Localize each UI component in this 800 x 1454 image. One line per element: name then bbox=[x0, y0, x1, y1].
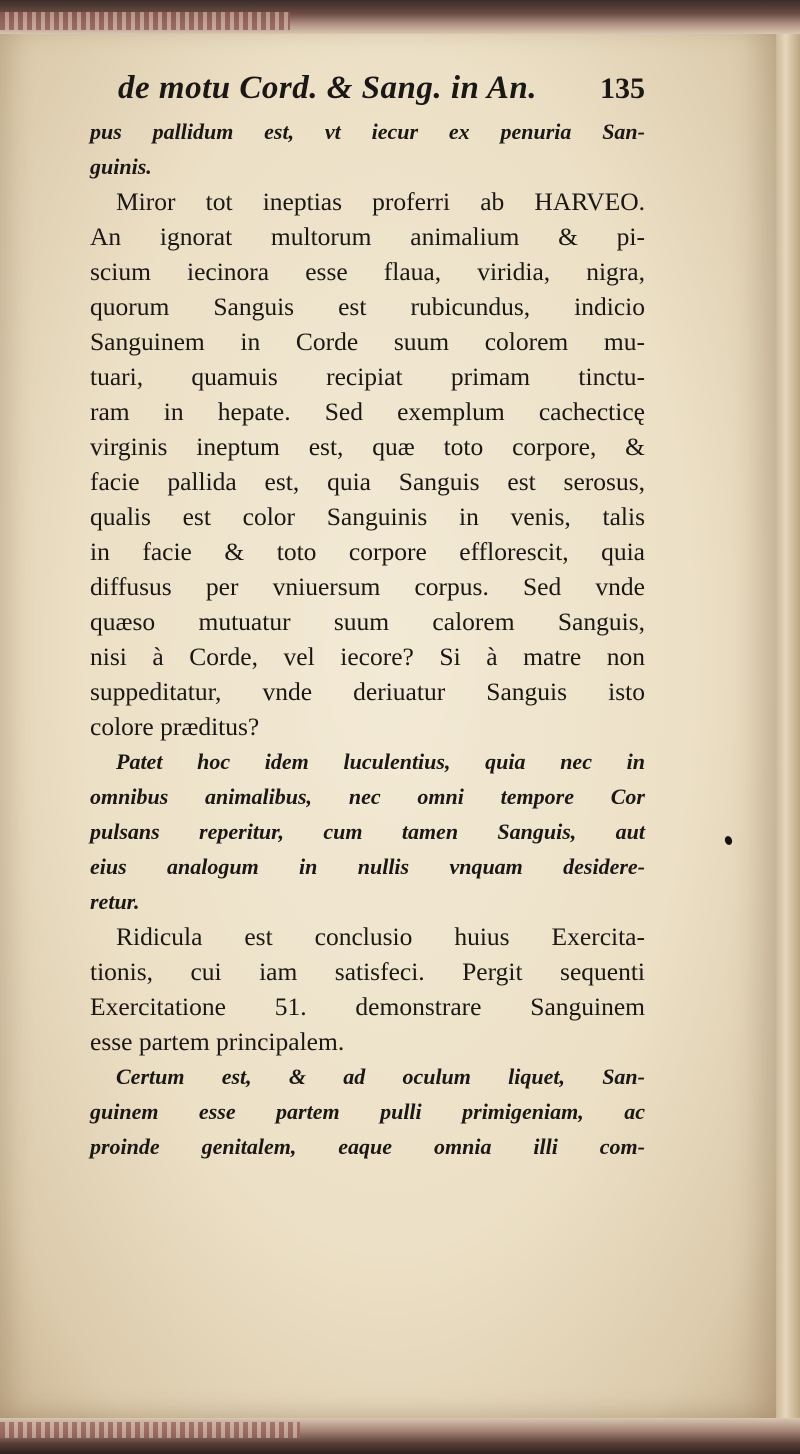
book-top-edge bbox=[0, 0, 800, 34]
text-line-content: Exercitatione 51. demonstrare Sanguinem bbox=[90, 992, 645, 1021]
text-line-content: tionis, cui iam satisfeci. Pergit sequenti bbox=[90, 957, 645, 986]
text-line bbox=[90, 429, 645, 464]
text-line-content: quæso mutuatur suum calorem Sanguis, bbox=[90, 607, 645, 636]
text-line-content: Ridicula est conclusio huius Exercita- bbox=[116, 922, 645, 951]
text-line-content: ram in hepate. Sed exemplum cachecticę bbox=[90, 397, 645, 426]
text-line-content: omnibus animalibus, nec omni tempore Cor bbox=[90, 784, 645, 809]
text-line-content: retur. bbox=[90, 889, 140, 914]
text-line bbox=[90, 814, 645, 849]
text-line bbox=[90, 254, 645, 289]
text-line bbox=[90, 149, 645, 184]
text-line bbox=[90, 849, 645, 884]
text-line-content: diffusus per vniuersum corpus. Sed vnde bbox=[90, 572, 645, 601]
text-line-content: Certum est, & ad oculum liquet, San- bbox=[116, 1064, 645, 1089]
text-line bbox=[90, 744, 645, 779]
text-line bbox=[90, 919, 645, 954]
text-line bbox=[90, 639, 645, 674]
text-line-content: suppeditatur, vnde deriuatur Sanguis isto bbox=[90, 677, 645, 706]
text-line-content: facie pallida est, quia Sanguis est serosus, bbox=[90, 467, 645, 496]
text-line bbox=[90, 1129, 645, 1164]
text-line bbox=[90, 499, 645, 534]
page-text-block bbox=[90, 70, 645, 1164]
text-line bbox=[90, 1059, 645, 1094]
text-line-content: Miror tot ineptias proferri ab HARVEO. bbox=[116, 187, 645, 216]
text-line bbox=[90, 1094, 645, 1129]
text-line-content: colore præditus? bbox=[90, 712, 260, 741]
running-head-title: de motu Cord. & Sang. in An. bbox=[118, 70, 537, 106]
text-line bbox=[90, 114, 645, 149]
text-line bbox=[90, 219, 645, 254]
text-line bbox=[90, 1024, 645, 1059]
text-line bbox=[90, 604, 645, 639]
text-line-content: Sanguinem in Corde suum colorem mu- bbox=[90, 327, 645, 356]
text-line-content: guinis. bbox=[90, 154, 152, 179]
text-line-content: pus pallidum est, vt iecur ex penuria San- bbox=[90, 119, 645, 144]
text-line-content: in facie & toto corpore efflorescit, quia bbox=[90, 537, 645, 566]
text-line-content: qualis est color Sanguinis in venis, talis bbox=[90, 502, 645, 531]
text-line bbox=[90, 884, 645, 919]
text-lines bbox=[90, 114, 645, 1164]
text-line bbox=[90, 324, 645, 359]
text-line-content: Patet hoc idem luculentius, quia nec in bbox=[116, 749, 645, 774]
text-line bbox=[90, 569, 645, 604]
text-line-content: proinde genitalem, eaque omnia illi com- bbox=[90, 1134, 645, 1159]
running-head bbox=[90, 70, 645, 114]
book-bottom-edge bbox=[0, 1418, 800, 1454]
text-line-content: guinem esse partem pulli primigeniam, ac bbox=[90, 1099, 645, 1124]
text-line bbox=[90, 394, 645, 429]
text-line-content: quorum Sanguis est rubicundus, indicio bbox=[90, 292, 645, 321]
text-line-content: nisi à Corde, vel iecore? Si à matre non bbox=[90, 642, 645, 671]
text-line-content: eius analogum in nullis vnquam desidere- bbox=[90, 854, 645, 879]
text-line-content: scium iecinora esse flaua, viridia, nigra, bbox=[90, 257, 645, 286]
text-line bbox=[90, 534, 645, 569]
page-number: 135 bbox=[600, 72, 645, 105]
text-line-content: pulsans reperitur, cum tamen Sanguis, aut bbox=[90, 819, 645, 844]
text-line-content: tuari, quamuis recipiat primam tinctu- bbox=[90, 362, 645, 391]
page-fore-edge bbox=[776, 30, 800, 1420]
text-line bbox=[90, 954, 645, 989]
text-line bbox=[90, 674, 645, 709]
text-line bbox=[90, 289, 645, 324]
text-line bbox=[90, 989, 645, 1024]
text-line bbox=[90, 779, 645, 814]
text-line bbox=[90, 464, 645, 499]
text-line bbox=[90, 359, 645, 394]
text-line-content: virginis ineptum est, quæ toto corpore, & bbox=[90, 432, 645, 461]
text-line bbox=[90, 184, 645, 219]
text-line-content: esse partem principalem. bbox=[90, 1027, 345, 1056]
text-line bbox=[90, 709, 645, 744]
text-line-content: An ignorat multorum animalium & pi- bbox=[90, 222, 645, 251]
